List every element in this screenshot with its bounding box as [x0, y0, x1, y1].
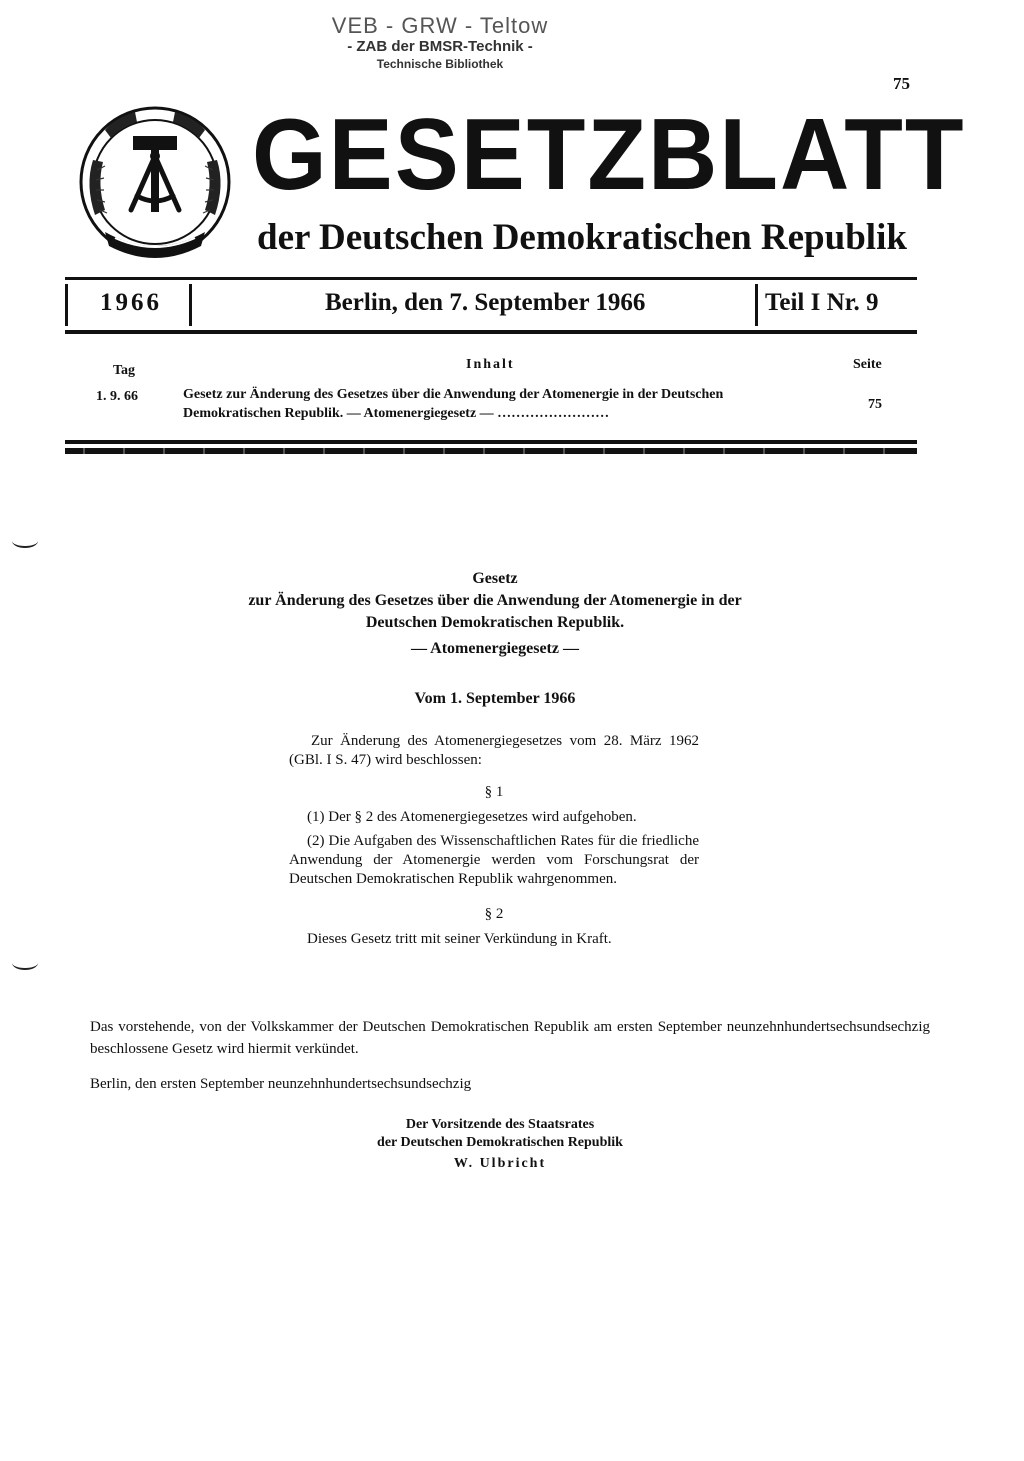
library-stamp	[320, 14, 560, 72]
section-1-paragraph-2: (2) Die Aufgaben des Wissenschaftlichen Rates für die friedliche Anwendung der Atomenergie werden vom Forschungsrat der Deutschen Demokratischen Republik wahrgenommen.	[289, 833, 699, 887]
margin-mark	[12, 534, 38, 548]
issue-place-date: Berlin, den 7. September 1966	[325, 289, 646, 316]
signature-title-2: der Deutschen Demokratischen Republik	[377, 1135, 623, 1150]
gazette-title: GESETZBLATT	[252, 98, 966, 212]
stamp-line-1: VEB - GRW - Teltow	[331, 13, 549, 38]
state-emblem-icon	[75, 100, 235, 270]
issue-part-number: Teil I Nr. 9	[765, 289, 879, 316]
section-2-paragraph-1: Dieses Gesetz tritt mit seiner Verkündung in Kraft.	[307, 931, 612, 947]
law-preamble: Zur Änderung des Atomenergiegesetzes vom 28. März 1962 (GBl. I S. 47) wird beschlossen:	[289, 733, 699, 768]
issue-bar	[65, 277, 917, 334]
section-1-heading: § 1	[484, 784, 504, 800]
header-rule-double	[65, 448, 917, 454]
header-rule	[65, 440, 917, 444]
law-heading: Gesetz	[472, 570, 518, 587]
toc-contents-header: Inhalt	[466, 357, 515, 372]
toc-entry-page: 75	[868, 397, 882, 412]
gazette-subtitle: der Deutschen Demokratischen Republik	[257, 217, 907, 258]
stamp-line-3: Technische Bibliothek	[376, 57, 504, 71]
toc-entry-date: 1. 9. 66	[96, 389, 138, 404]
toc-entry-title[interactable]: Gesetz zur Änderung des Gesetzes über die Anwendung der Atomenergie in der Deutschen Demokratischen Republik. — Atomenergiegesetz — ……………………	[183, 387, 724, 421]
issue-bar-left-edge	[65, 284, 68, 326]
law-title-line-2: Deutschen Demokratischen Republik.	[365, 614, 625, 631]
law-title-line-1: zur Änderung des Gesetzes über die Anwendung der Atomenergie in der	[248, 592, 742, 609]
issue-bar-divider-2	[755, 284, 758, 326]
section-2-heading: § 2	[484, 906, 504, 922]
page-number: 75	[893, 74, 910, 93]
margin-mark	[12, 956, 38, 970]
issue-bar-divider-1	[189, 284, 192, 326]
signing-place-date: Berlin, den ersten September neunzehnhundertsechsundsechzig	[90, 1076, 472, 1092]
toc-page-header: Seite	[853, 357, 882, 372]
law-title-block	[165, 568, 825, 660]
law-short-title: — Atomenergiegesetz —	[411, 640, 579, 657]
stamp-line-2: - ZAB der BMSR-Technik -	[347, 38, 533, 55]
toc-day-header: Tag	[113, 363, 136, 378]
signature-name: W. Ulbricht	[453, 1156, 547, 1171]
law-date: Vom 1. September 1966	[414, 690, 576, 707]
issue-year: 1966	[100, 289, 162, 316]
signature-title-1: Der Vorsitzende des Staatsrates	[405, 1117, 595, 1132]
section-1-paragraph-1: (1) Der § 2 des Atomenergiegesetzes wird aufgehoben.	[307, 809, 637, 825]
promulgation-text: Das vorstehende, von der Volkskammer der Deutschen Demokratischen Republik am ersten September neunzehnhundertsechsundsechzig beschlossene Gesetz wird hiermit verkündet.	[90, 1019, 930, 1057]
